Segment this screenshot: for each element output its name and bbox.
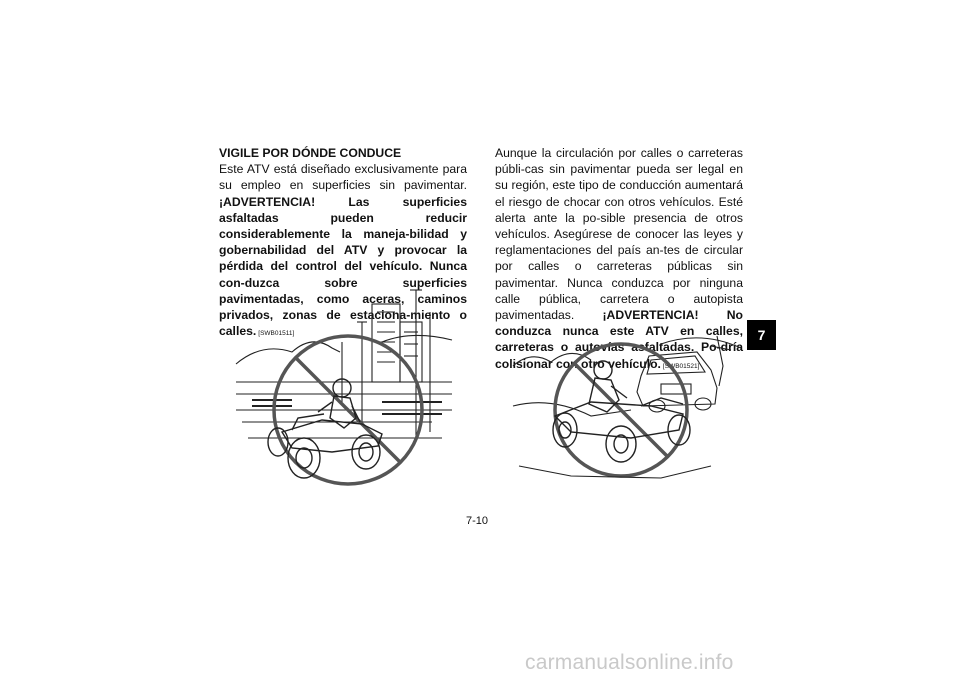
warning-text: ¡ADVERTENCIA! Las superficies asfaltadas pueden reducir considerablemente la maneja-bilidad y gobernabilidad del ATV y provocar la pérdida del control del vehículo. Nunca con-duzca sobre superficies pavimentadas, como aceras, caminos privados, zonas de estaciona-miento o calles. <box>219 194 467 339</box>
intro-text: Este ATV está diseñado exclusivamente para su empleo en superficies sin pavimentar. <box>219 162 467 193</box>
body-text: Aunque la circulación por calles o carreteras públi-cas sin pavimentar pueda ser legal en su región, este tipo de conducción aumentará el riesgo de chocar con otros vehículos. Esté alerta ante la po-sible presencia de otros vehículos. Asegúrese de conocer las leyes y reglamentaciones del país an-tes de circular por calles o carreteras públicas sin pavimentar. Nunca conduzca por ninguna calle pública, carretera o autopista pavimentadas. <box>495 146 743 323</box>
page-number: 7-10 <box>466 515 489 527</box>
chapter-tab: 7 <box>747 320 776 350</box>
warning-code: [SWB01511] <box>258 330 295 338</box>
illustration-atv-near-car <box>511 326 743 486</box>
section-heading: VIGILE POR DÓNDE CONDUCE <box>219 146 402 160</box>
illustration-atv-on-pavement <box>232 282 456 492</box>
warning-code-right: [SWB01521] <box>662 362 700 370</box>
warning-text-right: ¡ADVERTENCIA! No conduzca nunca este ATV en calles, carreteras o autovías asfaltadas. Po-dría colisionar con otro vehículo. <box>495 308 744 371</box>
watermark-text: carmanualsonline.info <box>525 651 734 674</box>
